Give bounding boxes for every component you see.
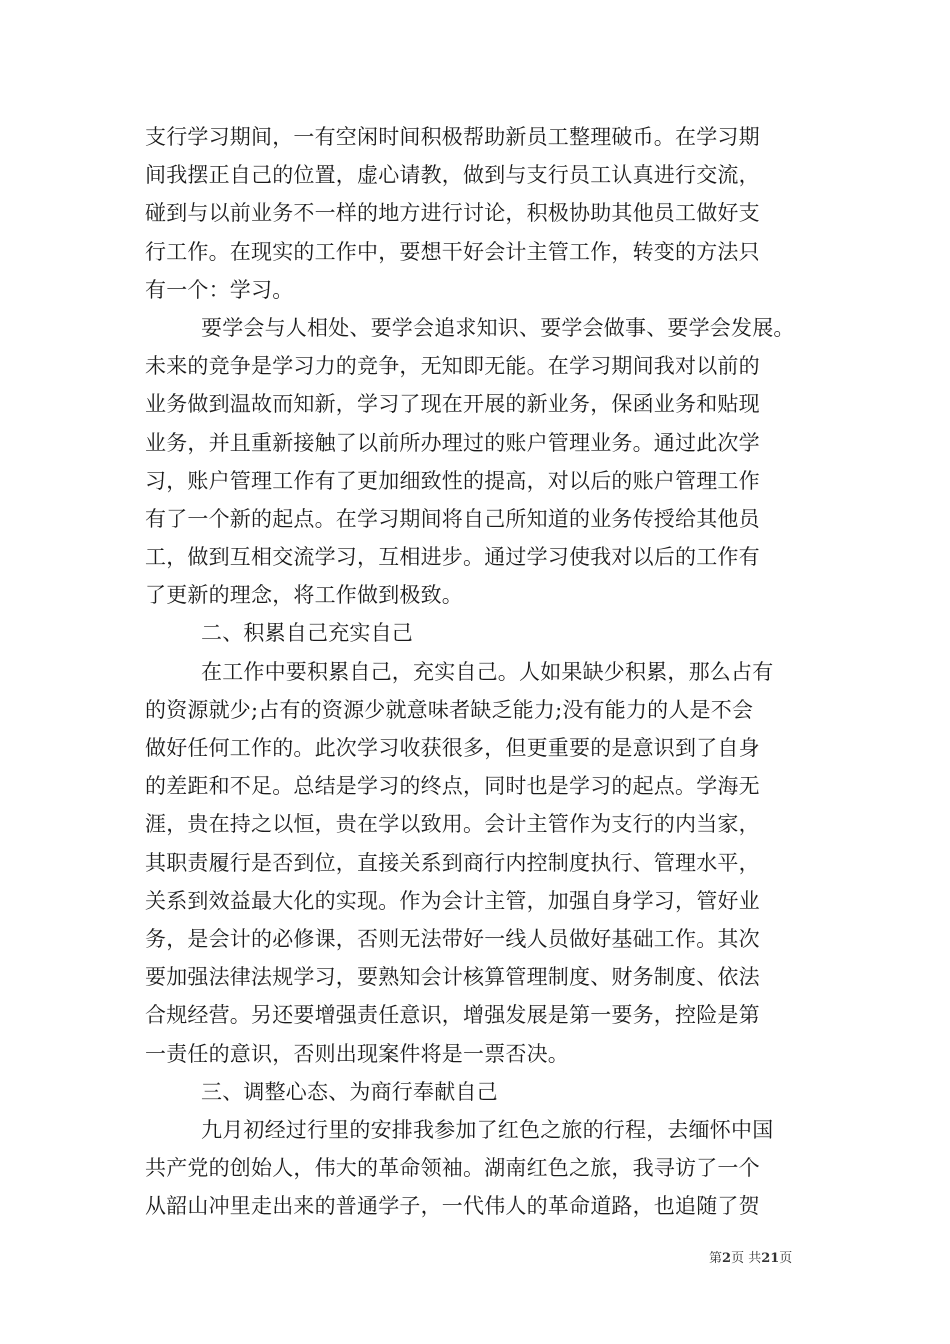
text-line: 碰到与以前业务不一样的地方进行讨论，积极协助其他员工做好支 — [145, 201, 760, 226]
total-pages: 21 — [761, 1251, 780, 1266]
text-line: 关系到效益最大化的实现。作为会计主管，加强自身学习，管好业 — [145, 888, 760, 913]
text-line: 间我摆正自己的位置，虚心请教，做到与支行员工认真进行交流， — [145, 163, 760, 188]
footer-middle: 页 共 — [731, 1251, 762, 1266]
footer-prefix: 第 — [709, 1251, 723, 1266]
text-line: 合规经营。另还要增强责任意识，增强发展是第一要务，控险是第 — [145, 1003, 760, 1028]
page-number: 2 — [722, 1251, 732, 1266]
text-line: 支行学习期间，一有空闲时间积极帮助新员工整理破币。在学习期 — [145, 125, 760, 149]
text-line: 其职责履行是否到位，直接关系到商行内控制度执行、管理水平， — [145, 850, 760, 875]
paragraph-start-line: 九月初经过行里的安排我参加了红色之旅的行程，去缅怀中国 — [201, 1117, 774, 1142]
text-line: 一责任的意识，否则出现案件将是一票否决。 — [145, 1041, 569, 1066]
text-line: 行工作。在现实的工作中，要想干好会计主管工作，转变的方法只 — [145, 239, 760, 264]
text-line: 未来的竞争是学习力的竞争，无知即无能。在学习期间我对以前的 — [145, 354, 760, 379]
paragraph-start-line: 要学会与人相处、要学会追求知识、要学会做事、要学会发展。 — [201, 315, 795, 340]
text-line: 业务做到温故而知新，学习了现在开展的新业务，保函业务和贴现 — [145, 392, 760, 417]
text-line: 的差距和不足。总结是学习的终点，同时也是学习的起点。学海无 — [145, 774, 760, 799]
section-heading: 二、积累自己充实自己 — [201, 621, 413, 646]
text-line: 从韶山冲里走出来的普通学子，一代伟人的革命道路，也追随了贺 — [145, 1194, 760, 1219]
text-line: 有一个：学习。 — [145, 277, 294, 302]
text-line: 习，账户管理工作有了更加细致性的提高，对以后的账户管理工作 — [145, 468, 760, 493]
text-line: 了更新的理念，将工作做到极致。 — [145, 583, 463, 608]
text-line: 有了一个新的起点。在学习期间将自己所知道的业务传授给其他员 — [145, 506, 760, 531]
text-line: 业务，并且重新接触了以前所办理过的账户管理业务。通过此次学 — [145, 430, 760, 455]
text-line: 涯，贵在持之以恒，贵在学以致用。会计主管作为支行的内当家， — [145, 812, 760, 837]
page-footer — [709, 1247, 792, 1266]
paragraph-start-line: 在工作中要积累自己，充实自己。人如果缺少积累，那么占有 — [201, 659, 774, 684]
text-line: 要加强法律法规学习，要熟知会计核算管理制度、财务制度、依法 — [145, 965, 760, 990]
section-heading: 三、调整心态、为商行奉献自己 — [201, 1079, 498, 1104]
text-line: 共产党的创始人，伟大的革命领袖。湖南红色之旅，我寻访了一个 — [145, 1156, 760, 1181]
text-line: 的资源就少;占有的资源少就意味者缺乏能力;没有能力的人是不会 — [145, 697, 754, 722]
text-line: 工，做到互相交流学习，互相进步。通过学习使我对以后的工作有 — [145, 545, 760, 570]
text-line: 做好任何工作的。此次学习收获很多，但更重要的是意识到了自身 — [145, 736, 760, 760]
text-line: 务，是会计的必修课，否则无法带好一线人员做好基础工作。其次 — [145, 926, 760, 951]
body-text — [145, 118, 810, 1225]
footer-suffix: 页 — [779, 1251, 793, 1266]
